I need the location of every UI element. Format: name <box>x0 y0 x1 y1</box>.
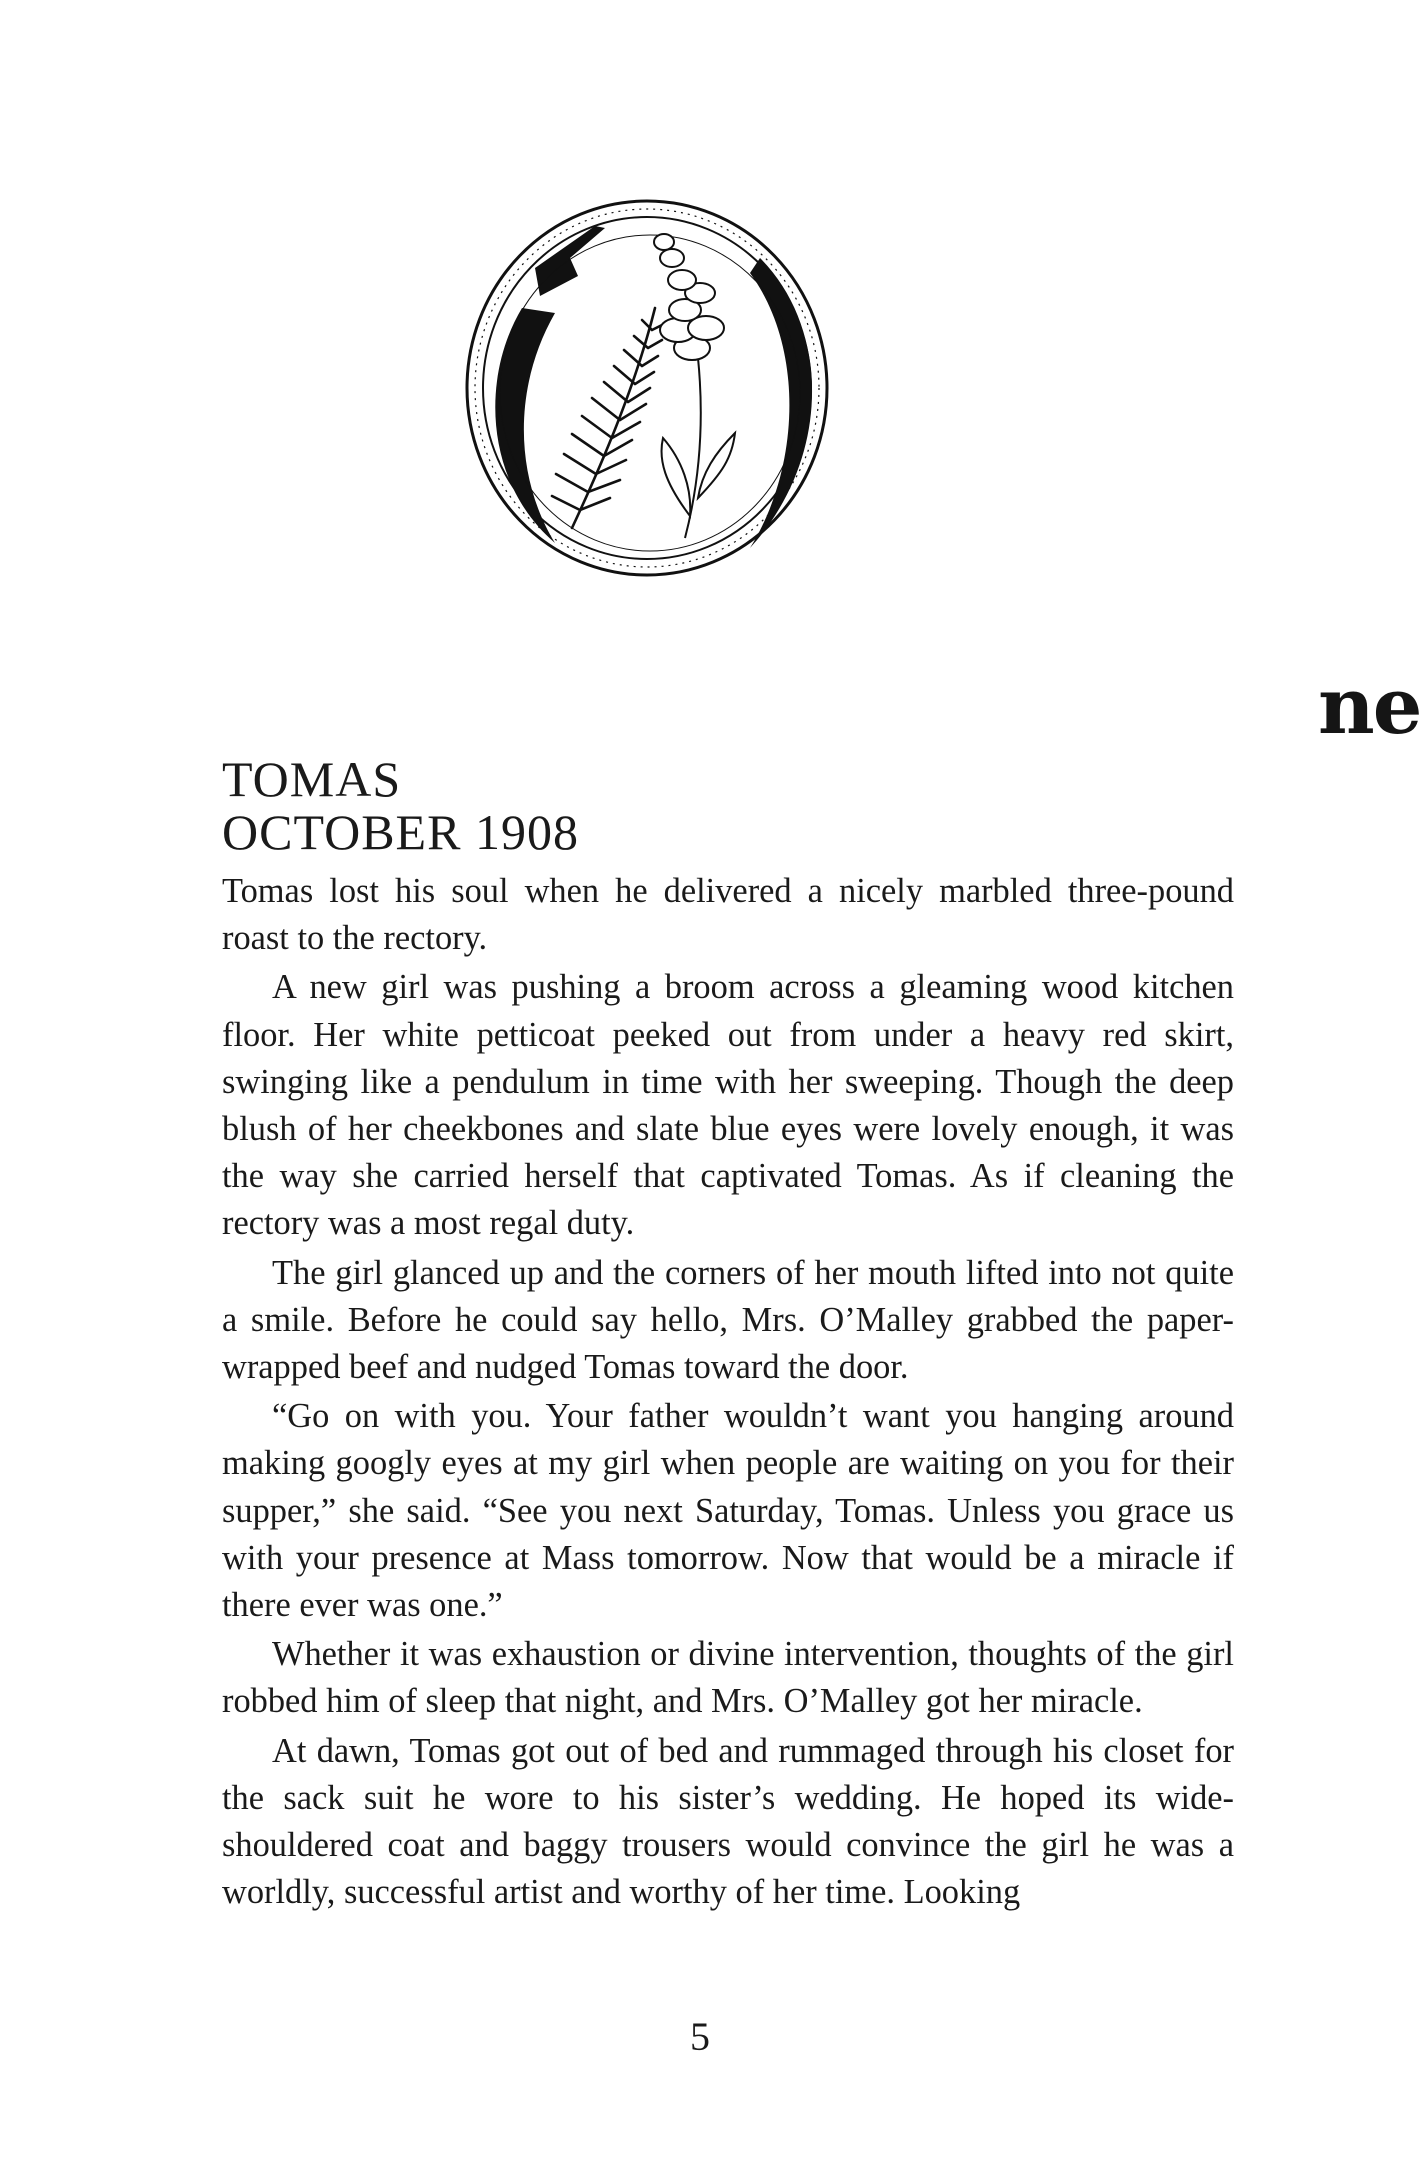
chapter-initial-o-ornament <box>460 198 1420 752</box>
paragraph: “Go on with you. Your father wouldn’t want you hanging around making googly eyes at my girl when people are waiting on you for their supper,” she said. “See you next Saturday, Tomas. Unless you grace us with your presence at Mass tomorrow. Now that would be a miracle if there ever was one.” <box>222 1397 1234 1625</box>
paragraph: At dawn, Tomas got out of bed and rummaged through his closet for the sack suit he wore to his sister’s wedding. He hoped its wide-shouldered coat and baggy trousers would convince the girl he was a worldly, successful artist and worthy of her time. Looking <box>222 1731 1234 1912</box>
section-heading-date: OCTOBER 1908 <box>222 804 579 860</box>
paragraph: The girl glanced up and the corners of her mouth lifted into not quite a smile. Before he could say hello, Mrs. O’Malley grabbed the paper-wrapped beef and nudged Tomas toward the door. <box>222 1253 1234 1387</box>
section-heading-name: TOMAS <box>222 751 402 807</box>
body-text <box>222 868 1234 1918</box>
paragraph: Whether it was exhaustion or divine intervention, thoughts of the girl robbed him of sleep that night, and Mrs. O’Malley got her miracle. <box>222 1635 1234 1721</box>
ornamental-o-with-fern-and-flower-icon <box>460 198 970 578</box>
chapter-title-suffix: ne <box>1318 661 1420 752</box>
paragraph: Tomas lost his soul when he delivered a nicely marbled three-pound roast to the rectory. <box>222 872 1234 958</box>
page-number: 5 <box>690 2014 710 2059</box>
paragraph: A new girl was pushing a broom across a gleaming wood kitchen floor. Her white petticoat peeked out from under a heavy red skirt, swinging like a pendulum in time with her sweeping. Though the deep blush of her cheekbones and slate blue eyes were lovely enough, it was the way she carried herself that captivated Tomas. As if cleaning the rectory was a most regal duty. <box>222 968 1234 1243</box>
